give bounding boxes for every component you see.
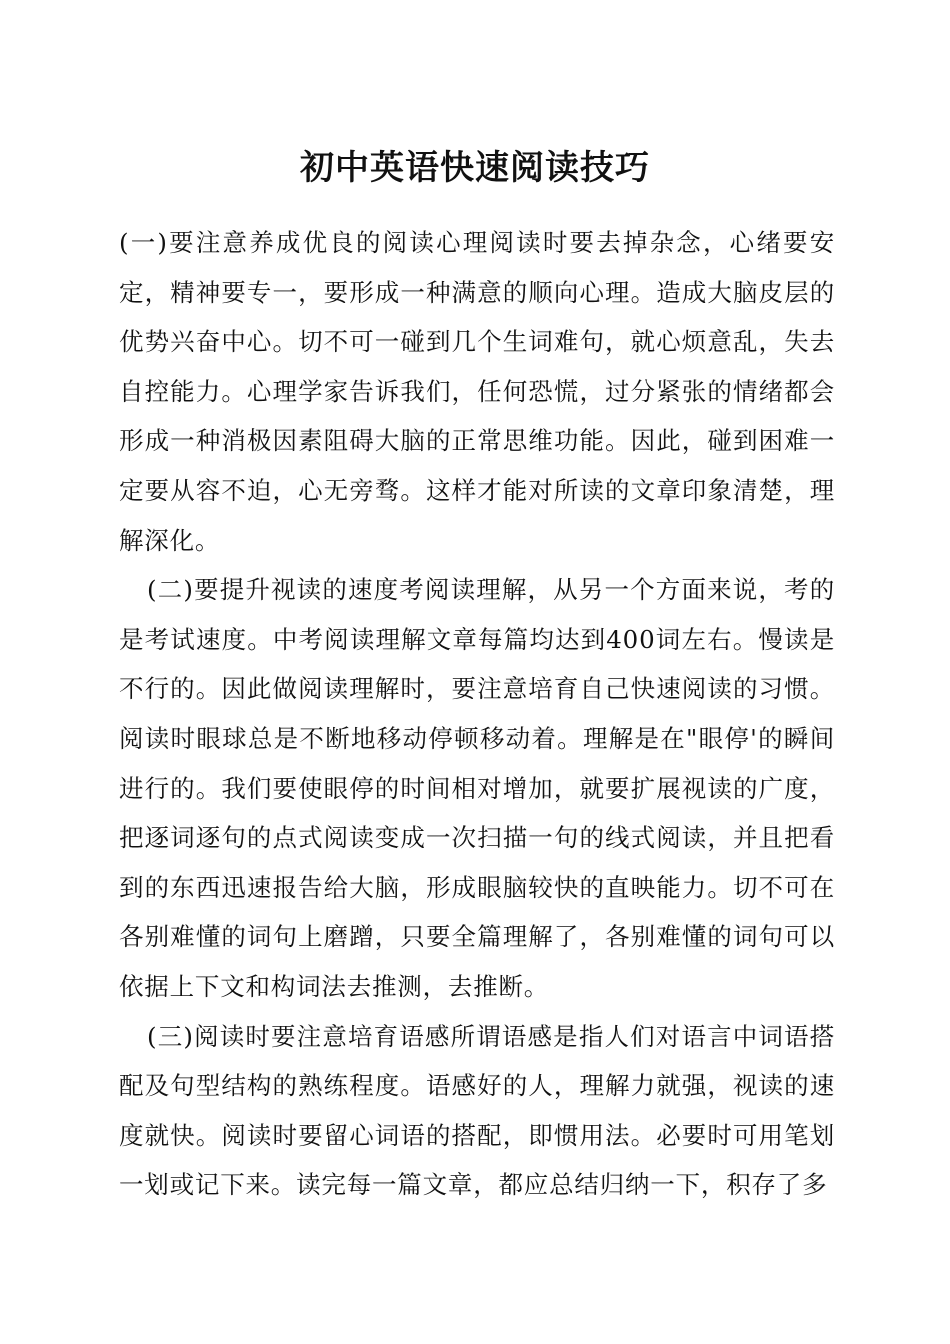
document-body <box>119 218 835 1210</box>
document-title: 初中英语快速阅读技巧 <box>300 148 650 188</box>
paragraph-1: (一)要注意养成优良的阅读心理阅读时要去掉杂念，心绪要安定，精神要专一，要形成一种满意的顺向心理。造成大脑皮层的优势兴奋中心。切不可一碰到几个生词难句，就心烦意乱，失去自控能力。心理学家告诉我们，任何恐慌，过分紧张的情绪都会形成一种消极因素阻碍大脑的正常思维功能。因此，碰到困难一定要从容不迫，心无旁骛。这样才能对所读的文章印象清楚，理解深化。 <box>119 228 835 555</box>
paragraph-2: (二)要提升视读的速度考阅读理解，从另一个方面来说，考的是考试速度。中考阅读理解文章每篇均达到400词左右。慢读是不行的。因此做阅读理解时，要注意培育自己快速阅读的习惯。阅读时眼球总是不断地移动停顿移动着。理解是在"眼停'的瞬间进行的。我们要使眼停的时间相对增加，就要扩展视读的广度，把逐词逐句的点式阅读变成一次扫描一句的线式阅读，并且把看到的东西迅速报告给大脑，形成眼脑较快的直映能力。切不可在各别难懂的词句上磨蹭，只要全篇理解了，各别难懂的词句可以依据上下文和构词法去推测，去推断。 <box>119 575 835 1001</box>
paragraph-3: (三)阅读时要注意培育语感所谓语感是指人们对语言中词语搭配及句型结构的熟练程度。语感好的人，理解力就强，视读的速度就快。阅读时要留心词语的搭配，即惯用法。必要时可用笔划一划或记下来。读完每一篇文章，都应总结归纳一下，积存了多 <box>119 1021 835 1200</box>
